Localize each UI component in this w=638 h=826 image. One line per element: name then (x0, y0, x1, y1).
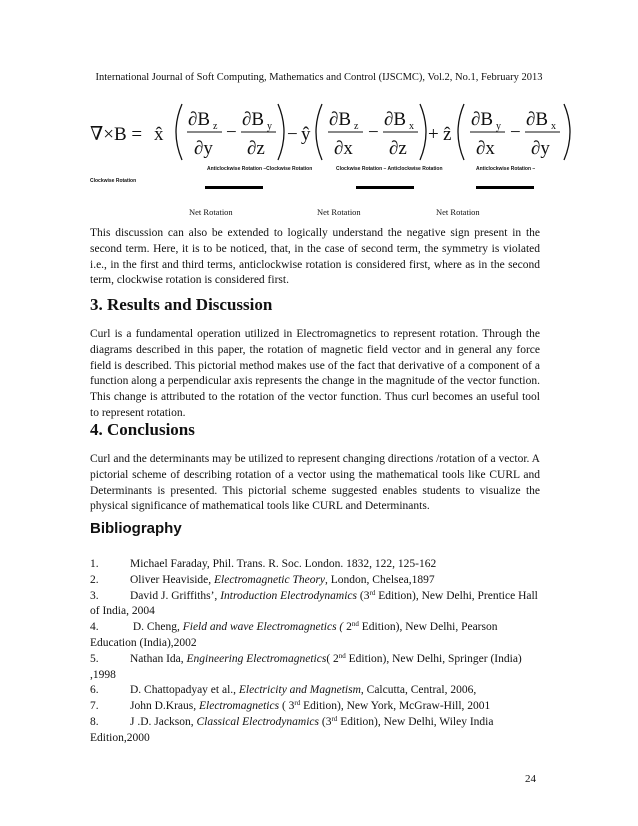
bib-author: David J. Griffiths’, (130, 589, 221, 602)
t1-den2: ∂z (247, 138, 265, 159)
bib-number: 7. (90, 700, 99, 713)
t3-den2: ∂y (531, 138, 550, 159)
t3-num1: ∂B (471, 109, 494, 130)
bib-item (90, 573, 550, 589)
bib-sup: rd (294, 699, 301, 708)
bib-details: Edition), New York, McGraw-Hill, 2001 (300, 700, 491, 713)
rotation-label-2: Clockwise Rotation – Anticlockwise Rotation (336, 166, 443, 172)
bib-details: , Calcutta, Central, 2006, (360, 684, 477, 697)
bib-title: Electromagnetic Theory (214, 573, 326, 586)
bib-details: Edition), New Delhi, Springer (India) (345, 652, 522, 665)
t2-num2: ∂B (384, 109, 407, 130)
bib-edition: ( 3 (279, 700, 295, 713)
bib-details: Edition), New Delhi, Prentice Hall (375, 589, 538, 602)
bib-item (90, 699, 550, 715)
bib-sup: rd (331, 714, 338, 723)
equation-lhs: ∇×B = (90, 124, 143, 145)
journal-header: International Journal of Soft Computing, Mathematics and Control (IJSCMC), Vol.2, No.1, February 2013 (95, 72, 543, 83)
bib-item (90, 620, 550, 652)
section-3-heading: 3. Results and Discussion (90, 295, 273, 314)
bib-number: 1. (90, 558, 99, 570)
bib-title: , Electromagnetics (193, 700, 280, 713)
rotation-label-1: Anticlockwise Rotation –Clockwise Rotation (207, 166, 313, 172)
paren-open (176, 104, 182, 160)
bibliography-heading: Bibliography (90, 520, 182, 537)
t3-sub1: y (496, 121, 501, 132)
bib-continuation: Education (India),2002 (90, 636, 197, 649)
bib-item (90, 557, 550, 573)
net-rotation-label-1: Net Rotation (189, 207, 233, 217)
sign-minus: − (287, 124, 298, 145)
section-4-paragraph: Curl and the determinants may be utilized to represent changing directions /rotation of a vector. A pictorial scheme of describing rotation of a vector using the mathematical tools like CURL and Determinants is presented. This pictorial scheme suggested enables students to visualize the physical significance of mathematical tools like CURL and Determinants. (90, 453, 540, 513)
section-3-paragraph: Curl is a fundamental operation utilized in Electromagnetics to represent rotation. Through the diagrams described in this paper, the rotation of magnetic field vector and in general any force field is described. This pictorial method makes use of the fact that derivative of a component of a function along a perpendicular axis represents the change in the magnitude of the vector function. This change is attributed to the rotation of the vector function. Thus curl becomes an useful tool to represent rotation. (90, 328, 540, 419)
paren-close (564, 104, 570, 160)
t2-sub1: z (354, 121, 359, 132)
bib-text: Michael Faraday, Phil. Trans. R. Soc. London. 1832, 122, 125-162 (130, 558, 437, 570)
page-number: 24 (525, 773, 536, 785)
rotation-label-3: Anticlockwise Rotation – (476, 166, 536, 172)
bib-item (90, 715, 550, 747)
bib-author: J .D. Jackson, (130, 715, 197, 728)
bib-author: D. Chattopadyay et al., (130, 684, 239, 697)
bib-item (90, 683, 550, 699)
bib-edition: 2 (343, 621, 352, 634)
bib-number: 8. (90, 715, 99, 728)
bib-edition: (3 (319, 715, 332, 728)
bib-details: , London, Chelsea,1897 (325, 573, 435, 586)
bib-item (90, 652, 550, 684)
intro-paragraph: This discussion can also be extended to logically understand the negative sign present in the second term. Here, it is to be noticed, that, in the case of second term, the symmetry is violated i.e., in the first and third terms, anticlockwise rotation is considered first, where as in the second term, clockwise rotation is considered first. (90, 227, 540, 287)
paren-open (458, 104, 464, 160)
sign-plus: + (428, 124, 439, 145)
t1-num1: ∂B (188, 109, 211, 130)
bib-edition: (3 (357, 589, 370, 602)
t2-sub2: x (409, 121, 414, 132)
bib-author: D. Cheng, (130, 621, 183, 634)
bib-continuation: of India, 2004 (90, 605, 155, 618)
bib-title: Introduction Electrodynamics (220, 589, 357, 602)
bib-sup: rd (369, 588, 376, 597)
bib-title: Electricity and Magnetism (238, 684, 361, 697)
t3-den1: ∂x (476, 138, 495, 159)
t1-sub2: y (267, 121, 272, 132)
t3-sub2: x (551, 121, 556, 132)
t1-minus: − (226, 122, 237, 143)
bib-title: Engineering Electromagnetics (186, 652, 327, 665)
t2-den2: ∂z (389, 138, 407, 159)
bib-continuation: ,1998 (90, 668, 116, 681)
bib-author: Nathan Ida, (130, 652, 187, 665)
t2-den1: ∂x (334, 138, 353, 159)
net-rotation-bar-3 (476, 186, 534, 189)
bibliography-list (90, 557, 550, 747)
bib-title: Classical Electrodynamics (196, 715, 319, 728)
t3-minus: − (510, 122, 521, 143)
bib-continuation: Edition,2000 (90, 731, 150, 744)
section-4-heading: 4. Conclusions (90, 420, 195, 439)
net-rotation-label-2: Net Rotation (317, 207, 361, 217)
paren-open (316, 104, 322, 160)
net-rotation-bar-2 (356, 186, 414, 189)
bib-number: 6. (90, 684, 99, 697)
bib-details: Edition), New Delhi, Wiley India (337, 715, 494, 728)
bib-item (90, 589, 550, 621)
net-rotation-label-3: Net Rotation (436, 207, 480, 217)
paren-close (420, 104, 426, 160)
bib-number: 3. (90, 589, 99, 602)
bib-number: 5. (90, 652, 99, 665)
bib-edition: ( 2 (326, 652, 339, 665)
net-rotation-bar-1 (205, 186, 263, 189)
t2-num1: ∂B (329, 109, 352, 130)
t2-minus: − (368, 122, 379, 143)
bib-author: Oliver Heaviside, (130, 573, 214, 586)
unit-vector-z: ẑ (443, 124, 452, 145)
t1-num2: ∂B (242, 109, 265, 130)
t1-sub1: z (213, 121, 218, 132)
t3-num2: ∂B (526, 109, 549, 130)
unit-vector-x: x̂ (154, 124, 164, 145)
bib-number: 2. (90, 573, 99, 586)
unit-vector-y: ŷ (301, 124, 311, 145)
bib-author: John D.Kraus (130, 700, 194, 713)
t1-den1: ∂y (194, 138, 213, 159)
bib-number: 4. (90, 621, 99, 634)
paren-close (278, 104, 284, 160)
bib-sup: nd (351, 620, 359, 629)
curl-equation (90, 98, 576, 172)
bib-sup: nd (338, 651, 346, 660)
bib-title: Field and wave Electromagnetics ( (182, 621, 344, 634)
bib-details: Edition), New Delhi, Pearson (358, 621, 498, 634)
rotation-label-3-cont: Clockwise Rotation (90, 178, 137, 184)
